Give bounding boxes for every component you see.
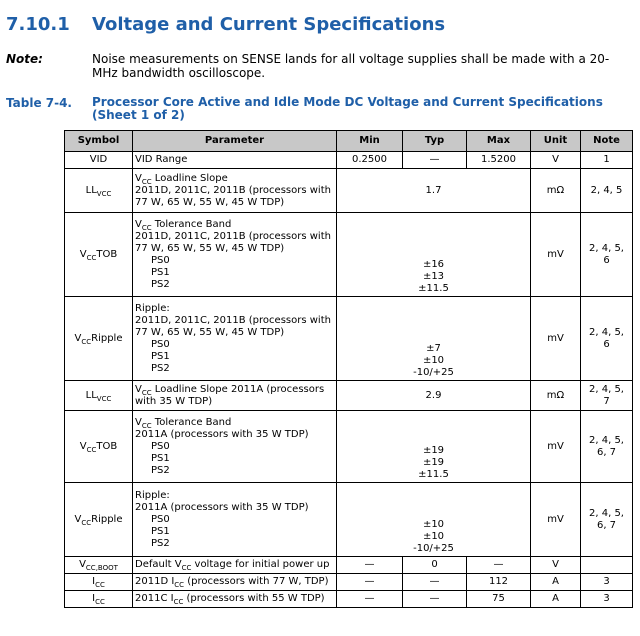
parameter-line — [135, 219, 334, 231]
table-row — [65, 557, 633, 574]
max-cell: — — [467, 557, 531, 574]
param-text: 2011D I — [135, 576, 175, 587]
symbol-main: LL — [85, 389, 97, 401]
typ-cell — [337, 411, 531, 483]
header-note: Note — [581, 131, 633, 152]
typ-cell — [337, 483, 531, 557]
symbol-subscript: CC — [86, 253, 97, 262]
parameter-line — [135, 417, 334, 429]
note-line: 2, 4, 5, — [589, 326, 624, 338]
symbol-subscript: VCC — [96, 189, 112, 198]
ps-label: PS1 — [151, 266, 170, 278]
unit-cell: mV — [531, 411, 581, 483]
symbol-main: V — [74, 513, 82, 525]
min-cell: — — [337, 557, 403, 574]
symbol-suffix: TOB — [96, 248, 118, 260]
table-header-row — [65, 131, 633, 152]
min-cell: 0.2500 — [337, 152, 403, 169]
note-line: 6 — [603, 254, 610, 266]
note-cell — [581, 213, 633, 297]
ps-value: ±19 — [422, 445, 445, 456]
parameter-cell — [133, 483, 337, 557]
header-unit: Unit — [531, 131, 581, 152]
ps-label: PS2 — [151, 362, 170, 374]
symbol-main: V — [79, 559, 86, 570]
param-subscript: CC — [173, 598, 184, 606]
parameter-cell — [133, 169, 337, 213]
section-title: Voltage and Current Specifications — [92, 14, 446, 35]
table-caption-number: Table 7-4. — [6, 96, 72, 110]
note-line: 2, 4, 5, — [589, 507, 624, 519]
ps-value: ±7 — [426, 343, 441, 354]
ps-label: PS1 — [151, 350, 170, 362]
symbol-cell — [65, 297, 133, 381]
note-line: 2, 4, 5, — [589, 434, 624, 446]
symbol-cell — [65, 381, 133, 411]
symbol-subscript: CC — [81, 518, 92, 527]
note-cell: 1 — [581, 152, 633, 169]
parameter-cell — [133, 381, 337, 411]
ps-label: PS2 — [151, 278, 170, 290]
note-line: 7 — [603, 395, 610, 407]
parameter-cell: VID Range — [133, 152, 337, 169]
symbol-subscript: CC — [95, 581, 105, 589]
ps-value: ±19 — [422, 457, 445, 468]
parameter-line: 2011D, 2011C, 2011B (processors with 77 W, 65 W, 55 W, 45 W TDP) — [135, 230, 331, 254]
table-row — [65, 591, 633, 608]
symbol-cell — [65, 557, 133, 574]
table-row — [65, 297, 633, 381]
ps-label: PS0 — [151, 440, 170, 452]
unit-cell: V — [531, 152, 581, 169]
symbol-subscript: CC — [81, 337, 92, 346]
symbol-suffix: TOB — [96, 440, 118, 452]
symbol-subscript: VCC — [96, 394, 112, 403]
param-subscript: CC — [141, 177, 152, 186]
parameter-cell — [133, 411, 337, 483]
symbol-cell — [65, 591, 133, 608]
param-text: (processors with 55 W TDP) — [183, 593, 325, 604]
note-cell — [581, 411, 633, 483]
max-cell: 75 — [467, 591, 531, 608]
symbol-main: I — [92, 593, 96, 604]
unit-cell: mV — [531, 213, 581, 297]
table-row — [65, 213, 633, 297]
note-cell — [581, 483, 633, 557]
param-symbol: V — [135, 218, 142, 230]
note-line: 2, 4, 5, — [589, 383, 624, 395]
symbol-cell — [65, 483, 133, 557]
note-line: 2, 4, 5, — [589, 242, 624, 254]
param-symbol: V — [135, 416, 142, 428]
param-text: voltage for initial power up — [191, 559, 330, 570]
symbol-cell: VID — [65, 152, 133, 169]
symbol-suffix: Ripple — [91, 513, 123, 525]
symbol-cell — [65, 411, 133, 483]
ps-value: ±10 — [422, 355, 445, 366]
param-subscript: CC — [181, 564, 192, 572]
symbol-subscript: CC — [86, 445, 97, 454]
note-cell: 3 — [581, 591, 633, 608]
spec-table — [64, 130, 633, 608]
min-cell: — — [337, 574, 403, 591]
symbol-cell — [65, 574, 133, 591]
section-heading — [6, 14, 445, 35]
param-subscript: CC — [141, 388, 152, 397]
param-symbol: V — [135, 172, 142, 184]
ps-value: -10/+25 — [413, 367, 454, 378]
parameter-cell — [133, 574, 337, 591]
parameter-cell — [133, 557, 337, 574]
parameter-line: 2011A (processors with 35 W TDP) — [135, 501, 309, 513]
symbol-main: LL — [85, 184, 97, 196]
unit-cell: mΩ — [531, 169, 581, 213]
typ-cell: 2.9 — [337, 381, 531, 411]
table-row — [65, 381, 633, 411]
typ-cell: — — [403, 591, 467, 608]
symbol-main: V — [74, 332, 82, 344]
note-cell — [581, 297, 633, 381]
note-cell — [581, 557, 633, 574]
header-parameter: Parameter — [133, 131, 337, 152]
table-row — [65, 574, 633, 591]
typ-cell — [337, 297, 531, 381]
symbol-subscript: CC,BOOT — [85, 564, 118, 572]
table-row — [65, 152, 633, 169]
ps-value: ±10 — [422, 531, 445, 542]
param-text: (processors with 77 W, TDP) — [184, 576, 329, 587]
table-caption-title — [92, 96, 632, 122]
param-text: Tolerance Band — [151, 218, 232, 230]
table-row — [65, 411, 633, 483]
note-cell: 3 — [581, 574, 633, 591]
unit-cell: A — [531, 591, 581, 608]
note-line: 6, 7 — [596, 519, 617, 531]
header-min: Min — [337, 131, 403, 152]
ps-value: ±13 — [422, 271, 445, 282]
unit-cell: A — [531, 574, 581, 591]
param-subscript: CC — [141, 223, 152, 232]
symbol-suffix: Ripple — [91, 332, 123, 344]
table-caption-line2: (Sheet 1 of 2) — [92, 108, 185, 122]
parameter-line: 2011A (processors with 35 W TDP) — [135, 428, 309, 440]
ps-label: PS0 — [151, 338, 170, 350]
unit-cell: mV — [531, 297, 581, 381]
header-symbol: Symbol — [65, 131, 133, 152]
table-caption-line1: Processor Core Active and Idle Mode DC Voltage and Current Specifications — [92, 95, 603, 109]
ps-label: PS2 — [151, 464, 170, 476]
max-cell: 112 — [467, 574, 531, 591]
parameter-line — [135, 173, 334, 185]
max-cell: 1.5200 — [467, 152, 531, 169]
symbol-subscript: CC — [95, 598, 105, 606]
ps-label: PS2 — [151, 537, 170, 549]
param-subscript: CC — [141, 421, 152, 430]
parameter-line: Ripple: — [135, 302, 170, 314]
symbol-main: V — [79, 248, 87, 260]
typ-cell: — — [403, 152, 467, 169]
parameter-cell — [133, 297, 337, 381]
unit-cell: mV — [531, 483, 581, 557]
symbol-main: V — [79, 440, 87, 452]
unit-cell: V — [531, 557, 581, 574]
ps-label: PS0 — [151, 254, 170, 266]
note-cell — [581, 381, 633, 411]
ps-value: ±10 — [422, 519, 445, 530]
param-text: 2011C I — [135, 593, 174, 604]
min-cell: — — [337, 591, 403, 608]
section-number: 7.10.1 — [6, 14, 70, 35]
note-text: Noise measurements on SENSE lands for all voltage supplies shall be made with a 20-MHz bandwidth oscilloscope. — [92, 52, 610, 80]
symbol-cell — [65, 169, 133, 213]
note-label: Note: — [6, 52, 43, 66]
ps-label: PS1 — [151, 525, 170, 537]
param-text: Loadline Slope 2011A (processors with 35 W TDP) — [135, 383, 325, 407]
typ-cell: 1.7 — [337, 169, 531, 213]
param-subscript: CC — [174, 581, 185, 589]
param-symbol: V — [135, 383, 142, 395]
param-text: Default V — [135, 559, 182, 570]
parameter-cell — [133, 213, 337, 297]
ps-value: ±16 — [422, 259, 445, 270]
ps-value: -10/+25 — [413, 543, 454, 554]
parameter-line: 2011D, 2011C, 2011B (processors with 77 W, 65 W, 55 W, 45 W TDP) — [135, 184, 331, 208]
note-line: 6, 7 — [596, 446, 617, 458]
unit-cell: mΩ — [531, 381, 581, 411]
parameter-line: Ripple: — [135, 489, 170, 501]
ps-value: ±11.5 — [418, 283, 449, 294]
ps-value: ±11.5 — [418, 469, 449, 480]
parameter-cell — [133, 591, 337, 608]
symbol-main: I — [92, 576, 96, 587]
table-row — [65, 483, 633, 557]
ps-label: PS1 — [151, 452, 170, 464]
param-text: Tolerance Band — [151, 416, 232, 428]
note-cell: 2, 4, 5 — [581, 169, 633, 213]
header-max: Max — [467, 131, 531, 152]
table-row — [65, 169, 633, 213]
typ-cell: 0 — [403, 557, 467, 574]
ps-label: PS0 — [151, 513, 170, 525]
header-typ: Typ — [403, 131, 467, 152]
param-text: Loadline Slope — [151, 172, 228, 184]
typ-cell: — — [403, 574, 467, 591]
note-line: 6 — [603, 338, 610, 350]
parameter-line: 2011D, 2011C, 2011B (processors with 77 W, 65 W, 55 W, 45 W TDP) — [135, 314, 331, 338]
typ-cell — [337, 213, 531, 297]
symbol-cell — [65, 213, 133, 297]
